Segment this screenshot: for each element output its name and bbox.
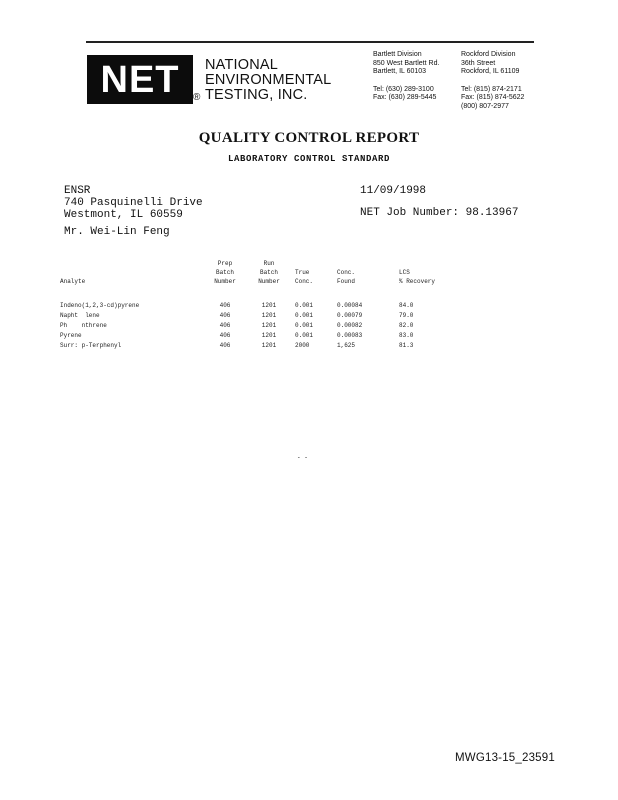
header-conc-found: Found [337, 278, 356, 285]
cell-run: 1201 [261, 332, 277, 339]
report-date: 11/09/1998 [360, 185, 427, 197]
cell-lcs: 82.0 [399, 322, 414, 329]
cell-lcs: 84.0 [399, 302, 414, 309]
cell-analyte: Indeno(1,2,3-cd)pyrene [60, 302, 140, 309]
cell-true-conc: 0.001 [295, 322, 314, 329]
division-line: 36th Street [461, 59, 496, 67]
document-id: MWG13-15_23591 [455, 752, 555, 764]
cell-lcs: 81.3 [399, 342, 414, 349]
job-number: NET Job Number: 98.13967 [360, 207, 519, 219]
cell-run: 1201 [261, 322, 277, 329]
client-line: 740 Pasquinelli Drive [64, 197, 203, 209]
header-conc-found: Conc. [337, 269, 356, 276]
header-true-conc: True [295, 269, 310, 276]
division-fax: Fax: (630) 289-5445 [373, 94, 437, 101]
header-prep: Prep [217, 260, 233, 267]
company-name [205, 58, 331, 103]
bartlett-division-address [373, 51, 439, 103]
division-tollfree: (800) 807-2977 [461, 102, 509, 110]
company-name-line: NATIONAL [205, 57, 279, 73]
client-address [64, 185, 203, 221]
cell-conc-found: 0.00084 [337, 302, 363, 309]
division-line: Rockford Division [461, 51, 516, 58]
header-prep: Batch [215, 269, 234, 276]
logo-text: NET [100, 58, 180, 101]
cell-lcs: 79.0 [399, 312, 414, 319]
cell-conc-found: 0.00083 [337, 332, 363, 339]
table-row [60, 329, 459, 339]
division-phone: Tel: (630) 289-3100 [373, 85, 434, 93]
cell-prep: 406 [219, 312, 231, 319]
table-row [60, 299, 459, 309]
cell-prep: 406 [219, 322, 231, 329]
division-phone: Tel: (815) 874-2171 [461, 85, 522, 93]
division-fax: Fax: (815) 874-5622 [461, 94, 525, 101]
cell-true-conc: 0.001 [295, 302, 314, 309]
client-line: ENSR [64, 185, 91, 197]
cell-conc-found: 0.00082 [337, 322, 363, 329]
table-row [60, 339, 459, 349]
report-subtitle: LABORATORY CONTROL STANDARD [227, 154, 391, 164]
header-rule [86, 41, 534, 43]
division-line: Bartlett, IL 60103 [373, 68, 427, 75]
table-row [60, 309, 459, 319]
cell-prep: 406 [219, 342, 231, 349]
cell-analyte: Napht lene [60, 312, 100, 319]
cell-true-conc: 2000 [295, 342, 310, 349]
stray-mark: - - [297, 454, 308, 461]
division-line: Bartlett Division [373, 51, 422, 58]
cell-prep: 406 [219, 302, 231, 309]
cell-run: 1201 [261, 302, 277, 309]
report-title: QUALITY CONTROL REPORT [198, 130, 420, 146]
cell-true-conc: 0.001 [295, 312, 314, 319]
division-line: Rockford, IL 61109 [461, 68, 520, 75]
header-lcs: LCS [399, 269, 410, 276]
client-contact: Mr. Wei-Lin Feng [64, 226, 170, 238]
company-name-line: TESTING, INC. [205, 87, 308, 103]
header-true-conc: Conc. [295, 278, 314, 285]
header-analyte: Analyte [60, 278, 86, 285]
division-line: 850 West Bartlett Rd. [373, 59, 440, 67]
table-header [60, 258, 459, 299]
cell-analyte: Pyrene [60, 332, 82, 339]
header-run: Run [263, 260, 275, 267]
net-logo [87, 55, 193, 104]
cell-lcs: 83.0 [399, 332, 414, 339]
table-row [60, 319, 459, 329]
cell-analyte: Surr: p-Terphenyl [60, 342, 122, 349]
cell-analyte: Ph nthrene [60, 322, 107, 329]
company-name-line: ENVIRONMENTAL [205, 72, 332, 88]
header-run: Batch [259, 269, 278, 276]
registered-mark: ® [193, 92, 201, 103]
header-prep: Number [214, 278, 236, 285]
cell-prep: 406 [219, 332, 231, 339]
cell-run: 1201 [261, 342, 277, 349]
cell-run: 1201 [261, 312, 277, 319]
cell-conc-found: 1,625 [337, 342, 356, 349]
table-body [60, 299, 459, 349]
header-run: Number [258, 278, 280, 285]
qc-results-table [60, 258, 459, 349]
cell-true-conc: 0.001 [295, 332, 314, 339]
cell-conc-found: 0.00079 [337, 312, 363, 319]
rockford-division-address [461, 51, 524, 111]
header-lcs: % Recovery [399, 278, 436, 285]
client-line: Westmont, IL 60559 [64, 209, 183, 221]
